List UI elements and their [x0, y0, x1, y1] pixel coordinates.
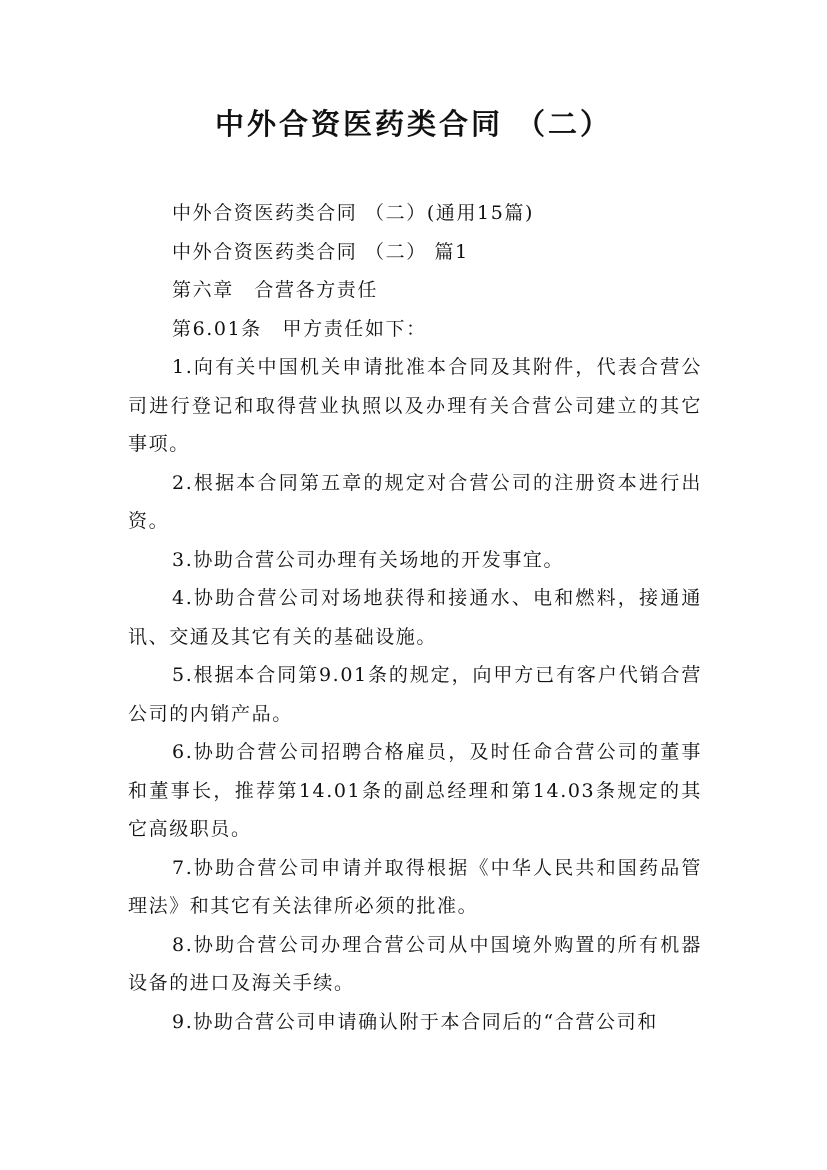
paragraph-item-2: 2.根据本合同第五章的规定对合营公司的注册资本进行出资。 — [128, 471, 702, 532]
paragraph-item-1: 1.向有关中国机关申请批准本合同及其附件，代表合营公司进行登记和取得营业执照以及办理有关合营公司建立的其它事项。 — [128, 356, 702, 455]
paragraph-item-5: 5.根据本合同第9.01条的规定，向甲方已有客户代销合营公司的内销产品。 — [128, 664, 702, 725]
document-body — [128, 194, 702, 1041]
paragraph-item-7: 7.协助合营公司申请并取得根据《中华人民共和国药品管理法》和其它有关法律所必须的批准。 — [128, 856, 702, 917]
paragraph-chapter-heading: 第六章 合营各方责任 — [172, 279, 379, 301]
paragraph-item-6: 6.协助合营公司招聘合格雇员，及时任命合营公司的董事和董事长，推荐第14.01条的副总经理和第14.03条规定的其它高级职员。 — [128, 741, 702, 840]
paragraph-item-3: 3.协助合营公司办理有关场地的开发事宜。 — [172, 548, 565, 571]
paragraph-subtitle: 中外合资医药类合同 （二）(通用15篇) — [172, 202, 535, 224]
paragraph-item-9: 9.协助合营公司申请确认附于本合同后的“合营公司和 — [172, 1010, 658, 1033]
paragraph-section-heading: 中外合资医药类合同 （二） 篇1 — [172, 240, 469, 263]
paragraph-item-8: 8.协助合营公司办理合营公司从中国境外购置的所有机器设备的进口及海关手续。 — [128, 933, 702, 994]
document-title: 中外合资医药类合同 （二） — [214, 107, 613, 141]
paragraph-item-4: 4.协助合营公司对场地获得和接通水、电和燃料，接通通讯、交通及其它有关的基础设施。 — [128, 587, 702, 648]
paragraph-article-heading: 第6.01条 甲方责任如下： — [172, 317, 427, 340]
